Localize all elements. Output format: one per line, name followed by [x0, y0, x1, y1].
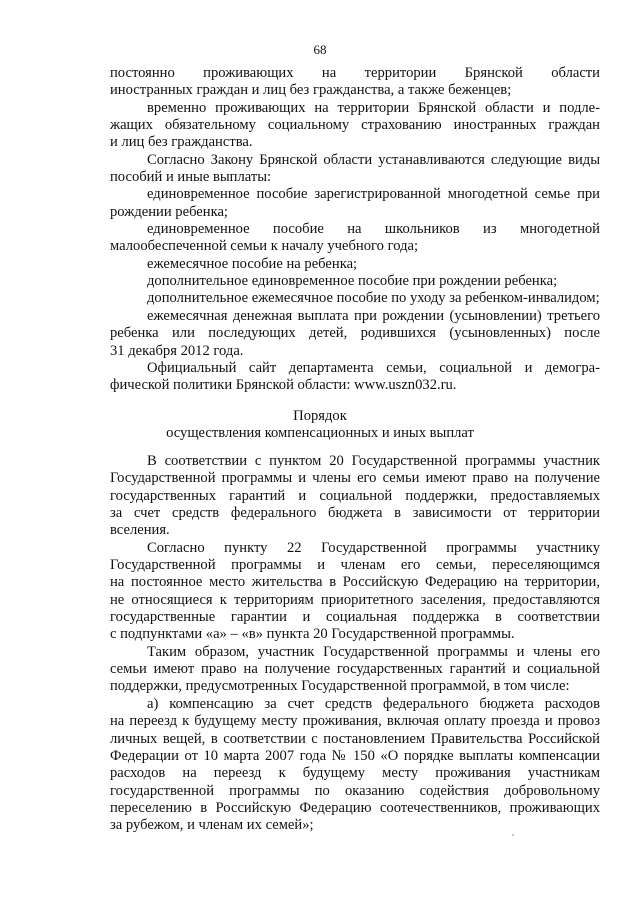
- text-line: постоянно проживающих на территории Брянской области: [110, 65, 600, 81]
- text-line: переселению в Российскую Федерацию соотечественников, проживающих: [110, 799, 600, 816]
- text-line: 31 декабря 2012 года.: [110, 342, 244, 359]
- text-line: личных вещей, в соответствии с постановлением Правительства Российской: [110, 730, 600, 747]
- text-line: ежемесячная денежная выплата при рождении (усыновлении) третьего: [147, 307, 600, 324]
- text-block-top: [110, 65, 600, 395]
- text-line: и лиц без гражданства.: [110, 134, 253, 151]
- text-line: единовременное пособие зарегистрированной многодетной семье при: [147, 186, 600, 203]
- text-line: Федерации от 10 марта 2007 года № 150 «О порядке выплаты компенсации: [110, 747, 600, 764]
- text-line: ежемесячное пособие на ребенка;: [147, 255, 358, 272]
- text-line: временно проживающих на территории Брянской области и подле-: [147, 99, 600, 116]
- text-line: Согласно пункту 22 Государственной программы участнику: [147, 539, 600, 556]
- text-line: пособий и иные выплаты:: [110, 169, 272, 186]
- text-line: малообеспеченной семьи к началу учебного года;: [110, 238, 419, 255]
- text-line: государственные гарантии и социальная поддержка в соответствии: [110, 609, 600, 626]
- text-line: а) компенсацию за счет средств федерального бюджета расходов: [147, 695, 600, 712]
- text-line: государственных гарантий и социальной поддержки, предоставляемых: [110, 487, 600, 504]
- text-line: на переезд к будущему месту проживания, включая оплату проезда и провоз: [110, 713, 600, 730]
- text-line: фической политики Брянской области: www.uszn032.ru.: [110, 377, 457, 394]
- text-line: расходов на переезд к будущему месту проживания участникам: [110, 765, 600, 782]
- text-line: государственной программы по оказанию содействия добровольному: [110, 782, 600, 799]
- text-line: рождении ребенка;: [110, 203, 228, 220]
- text-line: Государственной программы и члены его семьи имеют право на получение: [110, 470, 600, 487]
- text-line: дополнительное ежемесячное пособие по уходу за ребенком-инвалидом;: [147, 290, 600, 307]
- text-line: иностранных граждан и лиц без гражданства, а также беженцев;: [110, 82, 512, 99]
- text-line: Государственной программы и членам его семьи, переселяющимся: [110, 557, 600, 574]
- text-line: единовременное пособие на школьников из многодетной: [147, 221, 600, 238]
- text-line: на постоянное место жительства в Российскую Федерацию на территории,: [110, 574, 600, 591]
- text-line: Официальный сайт департамента семьи, социальной и демогра-: [147, 359, 600, 376]
- text-line: Таким образом, участник Государственной программы и члены его: [147, 643, 600, 660]
- section-heading-title: Порядок: [293, 408, 347, 424]
- text-line: ребенка или последующих детей, родившихся (усыновленных) после: [110, 325, 600, 342]
- text-line: жащих обязательному социальному страхованию иностранных граждан: [110, 117, 600, 134]
- text-line: дополнительное единовременное пособие при рождении ребенка;: [147, 273, 558, 290]
- text-line: семьи имеют право на получение государственных гарантий и социальной: [110, 661, 600, 678]
- text-line: Согласно Закону Брянской области устанавливаются следующие виды: [147, 151, 600, 168]
- text-line: не относящиеся к территориям приоритетного заселения, предоставляются: [110, 591, 600, 608]
- text-line: В соответствии с пунктом 20 Государственной программы участник: [147, 453, 600, 469]
- text-line: вселения.: [110, 522, 170, 539]
- page-number: 68: [313, 42, 327, 57]
- section-heading-subtitle: осуществления компенсационных и иных выплат: [166, 425, 474, 441]
- text-line: за счет средств федерального бюджета в зависимости от территории: [110, 505, 600, 522]
- text-line: с подпунктами «а» – «в» пункта 20 Государственной программы.: [110, 626, 515, 643]
- text-line: за рубежом, и членам их семей»;: [110, 817, 314, 834]
- text-block-bottom: [110, 453, 600, 835]
- scan-speck: [512, 834, 514, 836]
- text-line: поддержки, предусмотренных Государственной программой, в том числе:: [110, 678, 570, 695]
